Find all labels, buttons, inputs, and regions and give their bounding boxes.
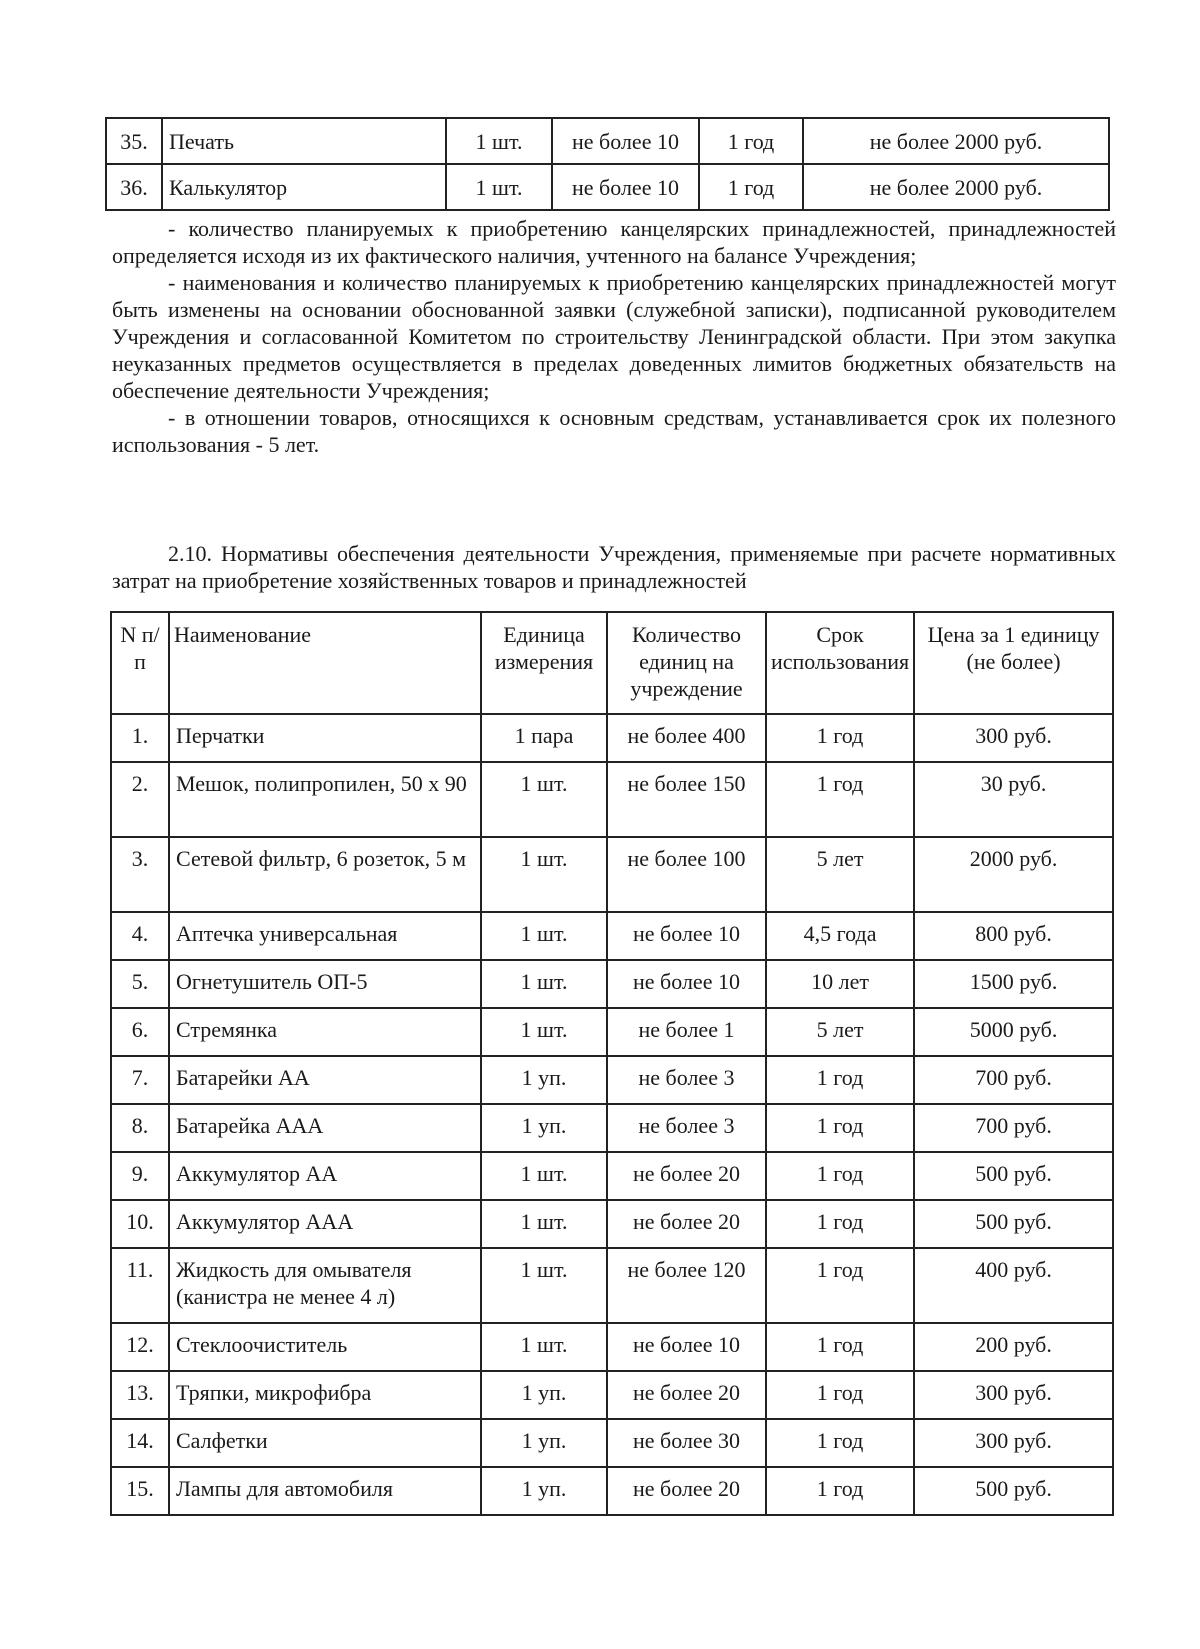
item-quantity: не более 10 <box>607 912 766 960</box>
household-goods-table <box>110 611 1114 1516</box>
item-unit: 1 шт. <box>481 1248 607 1323</box>
item-name: Калькулятор <box>162 164 446 210</box>
item-name: Батарейка ААА <box>169 1104 481 1152</box>
top-table <box>105 117 1110 211</box>
item-term: 1 год <box>766 1152 914 1200</box>
item-price: 1500 руб. <box>914 960 1113 1008</box>
row-number: 1. <box>111 714 169 762</box>
header-name: Наименование <box>169 612 481 714</box>
item-unit: 1 уп. <box>481 1467 607 1515</box>
row-number: 6. <box>111 1008 169 1056</box>
item-name: Салфетки <box>169 1419 481 1467</box>
item-term: 1 год <box>766 1104 914 1152</box>
item-term: 1 год <box>766 1323 914 1371</box>
row-number: 36. <box>106 164 162 210</box>
item-price: 300 руб. <box>914 1371 1113 1419</box>
item-unit: 1 шт. <box>481 762 607 837</box>
paragraph-quantity-rule: - количество планируемых к приобретению канцелярских принадлежностей, принадлежностей определяется исходя из их фактического наличия, учтенного на балансе Учреждения; <box>112 216 1116 268</box>
item-quantity: не более 10 <box>552 118 699 164</box>
table-row <box>111 1104 1113 1152</box>
item-term: 1 год <box>766 1248 914 1323</box>
item-price: 500 руб. <box>914 1467 1113 1515</box>
item-unit: 1 уп. <box>481 1419 607 1467</box>
item-price: 300 руб. <box>914 714 1113 762</box>
row-number: 12. <box>111 1323 169 1371</box>
table-row <box>111 1323 1113 1371</box>
item-price: не более 2000 руб. <box>803 118 1109 164</box>
item-unit: 1 шт. <box>481 960 607 1008</box>
item-term: 1 год <box>766 1056 914 1104</box>
row-number: 7. <box>111 1056 169 1104</box>
item-quantity: не более 3 <box>607 1104 766 1152</box>
item-unit: 1 шт. <box>481 837 607 912</box>
item-quantity: не более 150 <box>607 762 766 837</box>
table-row <box>106 164 1109 210</box>
item-price: 500 руб. <box>914 1152 1113 1200</box>
item-name: Мешок, полипропилен, 50 х 90 <box>169 762 481 837</box>
item-name: Аптечка универсальная <box>169 912 481 960</box>
item-quantity: не более 10 <box>552 164 699 210</box>
row-number: 3. <box>111 837 169 912</box>
item-unit: 1 уп. <box>481 1056 607 1104</box>
table-row <box>111 1008 1113 1056</box>
table-row <box>111 1200 1113 1248</box>
item-price: 800 руб. <box>914 912 1113 960</box>
item-term: 1 год <box>766 714 914 762</box>
table-row <box>106 118 1109 164</box>
item-unit: 1 уп. <box>481 1104 607 1152</box>
table-row <box>111 1419 1113 1467</box>
item-price: 2000 руб. <box>914 837 1113 912</box>
item-quantity: не более 1 <box>607 1008 766 1056</box>
table-row <box>111 762 1113 837</box>
item-quantity: не более 3 <box>607 1056 766 1104</box>
table-header-row <box>111 612 1113 714</box>
header-term: Срок использования <box>766 612 914 714</box>
item-term: 5 лет <box>766 837 914 912</box>
table-row <box>111 960 1113 1008</box>
item-term: 1 год <box>766 1200 914 1248</box>
item-name: Огнетушитель ОП-5 <box>169 960 481 1008</box>
row-number: 9. <box>111 1152 169 1200</box>
item-quantity: не более 20 <box>607 1467 766 1515</box>
table-row <box>111 837 1113 912</box>
table-row <box>111 1371 1113 1419</box>
item-price: 500 руб. <box>914 1200 1113 1248</box>
item-price: 30 руб. <box>914 762 1113 837</box>
item-unit: 1 шт. <box>481 1323 607 1371</box>
row-number: 13. <box>111 1371 169 1419</box>
item-term: 10 лет <box>766 960 914 1008</box>
item-quantity: не более 120 <box>607 1248 766 1323</box>
item-name: Стеклоочиститель <box>169 1323 481 1371</box>
item-price: 5000 руб. <box>914 1008 1113 1056</box>
item-name: Аккумулятор ААА <box>169 1200 481 1248</box>
item-name: Лампы для автомобиля <box>169 1467 481 1515</box>
item-quantity: не более 20 <box>607 1152 766 1200</box>
item-name: Перчатки <box>169 714 481 762</box>
item-name: Печать <box>162 118 446 164</box>
row-number: 11. <box>111 1248 169 1323</box>
paragraph-change-rule: - наименования и количество планируемых к приобретению канцелярских принадлежностей могут быть изменены на основании обоснованной заявки (служебной записки), подписанной руководителем Учреждения и согласованной Комитетом по строительству Ленинградской области. При этом закупка неуказанных предметов осуществляется в пределах доведенных лимитов бюджетных обязательств на обеспечение деятельности Учреждения; <box>112 270 1116 403</box>
row-number: 10. <box>111 1200 169 1248</box>
item-unit: 1 уп. <box>481 1371 607 1419</box>
header-number: N п/п <box>111 612 169 714</box>
item-quantity: не более 400 <box>607 714 766 762</box>
table-row <box>111 1467 1113 1515</box>
item-price: 400 руб. <box>914 1248 1113 1323</box>
header-price: Цена за 1 единицу (не более) <box>914 612 1113 714</box>
item-term: 1 год <box>699 164 803 210</box>
item-name: Сетевой фильтр, 6 розеток, 5 м <box>169 837 481 912</box>
item-term: 1 год <box>699 118 803 164</box>
item-term: 1 год <box>766 1371 914 1419</box>
paragraph-useful-life: - в отношении товаров, относящихся к основным средствам, устанавливается срок их полезного использования - 5 лет. <box>112 405 1116 457</box>
item-term: 1 год <box>766 1467 914 1515</box>
row-number: 15. <box>111 1467 169 1515</box>
item-name: Тряпки, микрофибра <box>169 1371 481 1419</box>
item-name: Аккумулятор АА <box>169 1152 481 1200</box>
item-term: 1 год <box>766 1419 914 1467</box>
item-quantity: не более 10 <box>607 1323 766 1371</box>
item-quantity: не более 30 <box>607 1419 766 1467</box>
item-quantity: не более 20 <box>607 1200 766 1248</box>
item-unit: 1 шт. <box>481 912 607 960</box>
item-quantity: не более 100 <box>607 837 766 912</box>
item-term: 4,5 года <box>766 912 914 960</box>
table-row <box>111 1152 1113 1200</box>
item-unit: 1 шт. <box>481 1200 607 1248</box>
section-heading-block <box>112 540 1116 594</box>
item-unit: 1 шт. <box>446 164 552 210</box>
item-unit: 1 пара <box>481 714 607 762</box>
item-unit: 1 шт. <box>481 1008 607 1056</box>
row-number: 8. <box>111 1104 169 1152</box>
row-number: 4. <box>111 912 169 960</box>
item-unit: 1 шт. <box>481 1152 607 1200</box>
item-term: 1 год <box>766 762 914 837</box>
table-row <box>111 912 1113 960</box>
item-name: Стремянка <box>169 1008 481 1056</box>
row-number: 35. <box>106 118 162 164</box>
item-price: 700 руб. <box>914 1056 1113 1104</box>
item-quantity: не более 10 <box>607 960 766 1008</box>
item-term: 5 лет <box>766 1008 914 1056</box>
item-price: 300 руб. <box>914 1419 1113 1467</box>
item-price: 700 руб. <box>914 1104 1113 1152</box>
section-heading: 2.10. Нормативы обеспечения деятельности Учреждения, применяемые при расчете нормативных затрат на приобретение хозяйственных товаров и принадлежностей <box>112 541 1116 593</box>
table-row <box>111 1056 1113 1104</box>
item-price: 200 руб. <box>914 1323 1113 1371</box>
row-number: 5. <box>111 960 169 1008</box>
row-number: 2. <box>111 762 169 837</box>
item-price: не более 2000 руб. <box>803 164 1109 210</box>
item-name: Жидкость для омывателя (канистра не менее 4 л) <box>169 1248 481 1323</box>
item-name: Батарейки АА <box>169 1056 481 1104</box>
header-unit: Единица измерения <box>481 612 607 714</box>
item-unit: 1 шт. <box>446 118 552 164</box>
table-row <box>111 1248 1113 1323</box>
item-quantity: не более 20 <box>607 1371 766 1419</box>
row-number: 14. <box>111 1419 169 1467</box>
body-text <box>112 215 1116 458</box>
header-quantity: Количество единиц на учреждение <box>607 612 766 714</box>
table-row <box>111 714 1113 762</box>
